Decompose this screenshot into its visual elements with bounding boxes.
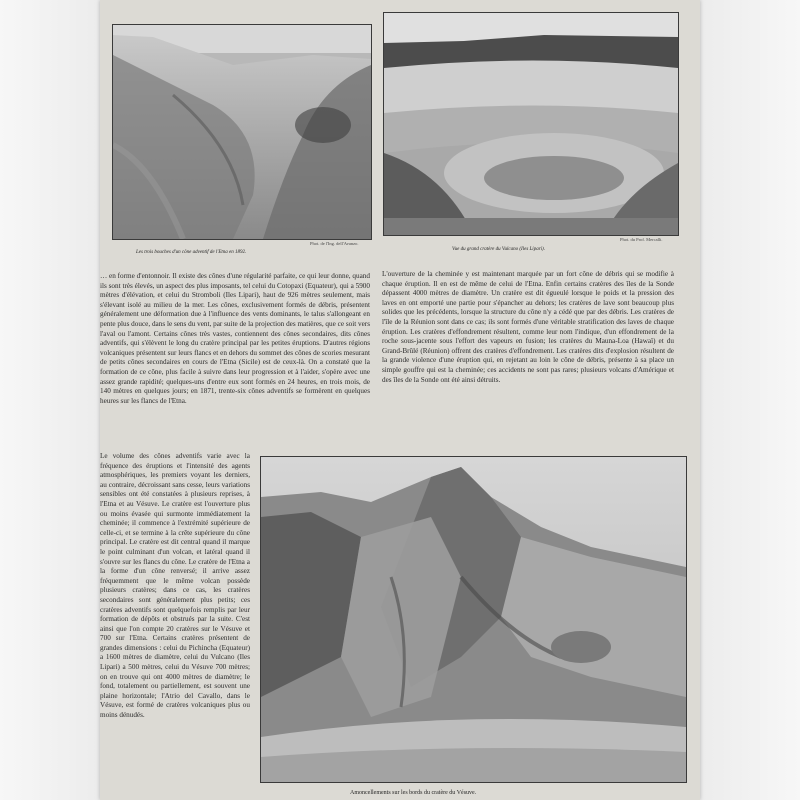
photo-caption-bottom: Amoncellements sur les bords du cratère du Vésuve. bbox=[350, 790, 477, 796]
photo-etna-crater bbox=[112, 24, 372, 240]
table-surface-left bbox=[0, 0, 100, 800]
book-page bbox=[100, 0, 700, 800]
photo-caption-right: Vue du grand cratère du Vulcano (Iles Lipari). bbox=[452, 247, 545, 252]
text-column-left-bottom bbox=[100, 452, 250, 800]
paragraph-craters: L'ouverture de la cheminée y est maintenant marquée par un fort cône de débris qui se modifie à chaque éruption. Il en est de même de celui de l'Etna. Enfin certains cratères des îles de la Sonde dépassent 4000 mètres de diamètre. Un cratère est dit égueulé lorsque le poids et la pression des laves en ont emporté une partie pour s'épancher au dehors; les cratères de lave sont beaucoup plus solides que les précédents, lorsque la structure du cône n'y a cédé que par des débris. Les cratères de l'île de la Réunion sont dans ce cas; ils sont formés d'une véritable stratification des laves de chaque éruption. Les cratères d'effondrement résultent, comme leur nom l'indique, d'un effondrement de la roche sous-jacente sous l'effort des vapeurs en fusion; les cratères du Mauna-Loa (Hawaï) et du Grand-Brûlé (Réunion) offrent des cratères d'effondrement. Les cratères dits d'explosion résultent de la grande violence d'une éruption qui, en rejetant au loin le cône de débris, présente à sa place un simple gouffre qui est la cheminée; ces accidents ne sont pas rares; plusieurs volcans d'Amérique et des îles de la Sonde ont été ainsi détruits. bbox=[382, 270, 674, 384]
photo-vesuvius-ridge bbox=[260, 456, 687, 783]
vulcano-crater-image bbox=[384, 13, 678, 235]
crater-image bbox=[113, 25, 371, 239]
vesuvius-ridge-image bbox=[261, 457, 686, 782]
table-surface-right bbox=[700, 0, 800, 800]
paragraph-cones: … en forme d'entonnoir. Il existe des cônes d'une régularité parfaite, ce qui leur donne, quand ils sont très élevés, un aspect des plus imposants, tel celui du Cotopaxi (Equateur), qui a 5900 mètres d'élévation, et celui du Stromboli (Iles Lipari), haut de 926 mètres seulement, mais s'élevant isolé au milieu de la mer. Les cônes, exclusivement formés de débris, présentent généralement une déformation due à l'influence des vents dominants, le talus s'allongeant en pente plus douce, dans le sens du vent, par suite de la projection des matières, que ce soit vers l'aval ou l'amont. Certains cônes très vastes, contiennent des cônes secondaires, dits cônes adventifs, qui s'élèvent le long du cratère principal par les petites éruptions. D'autres régions volcaniques présentent sur leurs flancs et en dehors du sommet des cônes de scories mesurant de petits cônes secondaires en cours de l'Etna (Sicile) est de ceux-là. On a constaté que la formation de ce cône, plus facile à suivre dans leur progression et à l'aider, s'opère avec une assez grande rapidité; quelques-uns d'entre eux sont formés en 24 heures, en trois mois, de 140 mètres en quelques jours; en 1871, trente-six cônes adventifs se formèrent en quelques heures sur les flancs de l'Etna. bbox=[100, 272, 370, 405]
text-column-right-top bbox=[382, 270, 674, 448]
photo-vulcano-crater bbox=[383, 12, 679, 236]
text-column-left-top bbox=[100, 272, 370, 450]
paragraph-crater-definition: Le volume des cônes adventifs varie avec la fréquence des éruptions et l'intensité des agents atmosphériques, les premiers voyant les derniers, au contraire, décroissant sans cesse, leurs variations sensibles ont été constatées à plusieurs reprises, à l'Etna et au Vésuve. Le cratère est l'ouverture plus ou moins évasée qui surmonte immédiatement la cheminée; il commence à l'extrémité supérieure de celle-ci, et se termine à la crête supérieure du cône principal. Le cratère est dit central quand il marque le point culminant d'un volcan, et latéral quand il s'ouvre sur les flancs du cône. Le cratère de l'Etna a la forme d'un cône renversé; il arrive assez fréquemment que le même volcan possède plusieurs cratères; dans ce cas, les cratères secondaires sont généralement plus petits; ces cratères adventifs sont quelquefois remplis par leur formation de dépôts et obstrués par la suite. C'est ainsi que l'on compte 20 cratères sur le Vésuve et 700 sur l'Etna. Certains cratères présentent de grandes dimensions : celui du Pichincha (Equateur) a 1600 mètres de diamètre, celui du Vulcano (Iles Lipari) a 500 mètres, celui du Vésuve 700 mètres; on en trouve qui ont 4000 mètres de diamètre; le fond, totalement ou partiellement, est souvent une plaine horizontale; l'Atrio del Cavallo, dans le Vésuve, est formé de cratères volcaniques plus ou moins dénudés. bbox=[100, 452, 250, 720]
photo-caption-left: Les trois bouches d'un cône adventif de l'Etna en 1892. bbox=[136, 250, 247, 255]
photo-credit-right: Phot. du Prof. Mercalli. bbox=[620, 237, 663, 242]
photo-credit-left: Phot. de l'Ing. dell'Avanzo. bbox=[310, 241, 359, 246]
